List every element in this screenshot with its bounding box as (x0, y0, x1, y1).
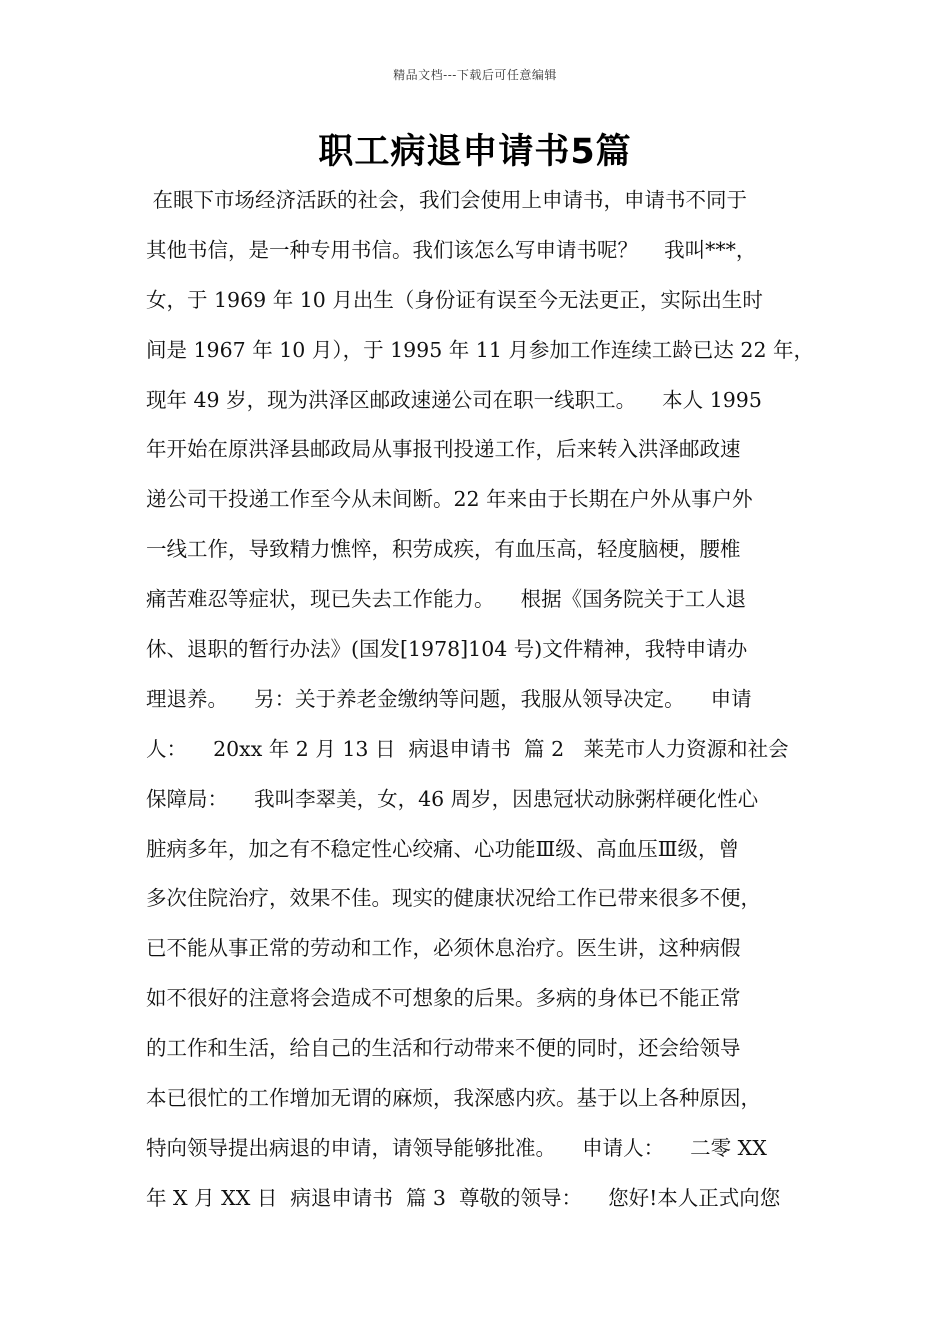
body-line: 如不很好的注意将会造成不可想象的后果。多病的身体已不能正常 (146, 986, 741, 1011)
header-note: 精品文档---下载后可任意编辑 (393, 68, 557, 82)
document-title: 职工病退申请书5篇 (318, 132, 632, 172)
body-line: 现年 49 岁，现为洪泽区邮政速递公司在职一线职工。 本人 1995 (146, 387, 762, 412)
body-line: 休、退职的暂行办法》(国发[1978]104 号)文件精神，我特申请办 (146, 637, 748, 662)
body-line: 的工作和生活，给自己的生活和行动带来不便的同时，还会给领导 (146, 1036, 741, 1061)
body-line: 在眼下市场经济活跃的社会，我们会使用上申请书，申请书不同于 (146, 188, 748, 212)
body-line: 特向领导提出病退的申请，请领导能够批准。 申请人： 二零 XX (146, 1135, 767, 1160)
body-line: 人： 20xx 年 2 月 13 日 病退申请书 篇 2 莱芜市人力资源和社会 (146, 736, 789, 761)
body-line: 年开始在原洪泽县邮政局从事报刊投递工作，后来转入洪泽邮政速 (146, 437, 741, 462)
body-line: 痛苦难忍等症状，现已失去工作能力。 根据《国务院关于工人退 (146, 587, 747, 612)
body-line: 理退养。 另：关于养老金缴纳等问题，我服从领导决定。 申请 (146, 686, 752, 711)
body-line: 本已很忙的工作增加无谓的麻烦，我深感内疚。基于以上各种原因， (146, 1086, 761, 1111)
body-line: 一线工作，导致精力憔悴，积劳成疾，有血压高，轻度脑梗，腰椎 (146, 537, 741, 562)
body-line: 其他书信，是一种专用书信。我们该怎么写申请书呢？ 我叫***， (146, 237, 757, 262)
body-line: 脏病多年，加之有不稳定性心绞痛、心功能Ⅲ级、高血压Ⅲ级，曾 (146, 836, 740, 861)
document-body (146, 176, 826, 1224)
body-line: 保障局： 我叫李翠美，女，46 周岁，因患冠状动脉粥样硬化性心 (146, 786, 759, 811)
body-line: 年 X 月 XX 日 病退申请书 篇 3 尊敬的领导： 您好!本人正式向您 (146, 1185, 781, 1210)
body-line: 多次住院治疗，效果不佳。现实的健康状况给工作已带来很多不便， (146, 886, 761, 911)
body-line: 递公司干投递工作至今从未间断。22 年来由于长期在户外从事户外 (146, 487, 753, 512)
body-line: 间是 1967 年 10 月），于 1995 年 11 月参加工作连续工龄已达 22 年， (146, 337, 815, 362)
body-line: 女，于 1969 年 10 月出生（身份证有误至今无法更正，实际出生时 (146, 287, 763, 312)
body-line: 已不能从事正常的劳动和工作，必须休息治疗。医生讲，这种病假 (146, 936, 741, 961)
